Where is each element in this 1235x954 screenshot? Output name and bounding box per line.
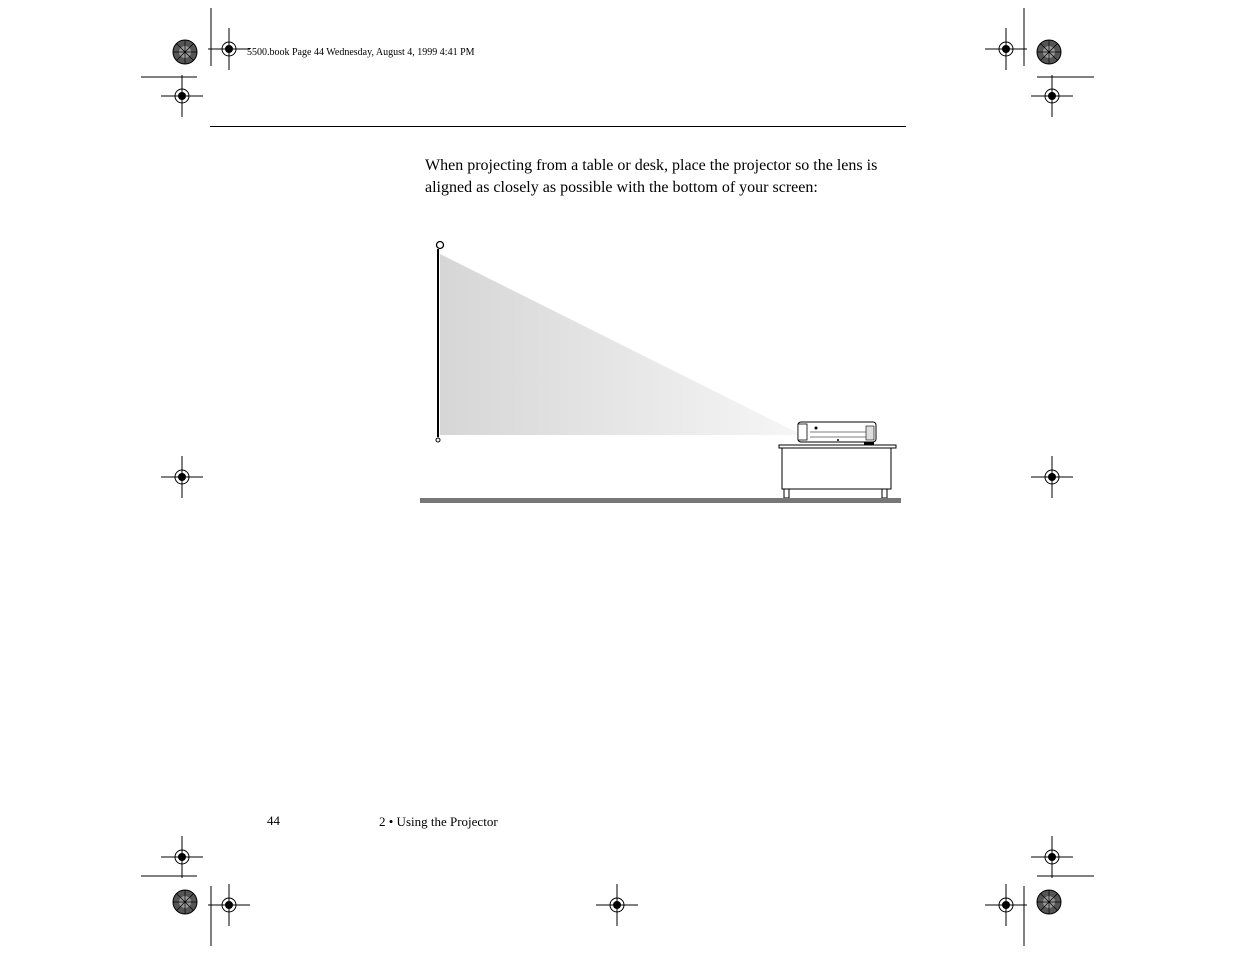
header-rule: [210, 126, 906, 127]
table-icon: [779, 445, 896, 498]
projection-illustration: [418, 236, 908, 508]
page-slug: 5500.book Page 44 Wednesday, August 4, 1999 4:41 PM: [247, 47, 475, 58]
instruction-paragraph: When projecting from a table or desk, place the projector so the lens is aligned as closely as possible with the bottom of your screen:: [425, 157, 878, 196]
light-beam: [440, 254, 802, 435]
chapter-footer: 2 • Using the Projector: [379, 814, 498, 829]
floor-line: [420, 498, 901, 503]
page-number: 44: [267, 813, 280, 828]
projector-icon: [798, 422, 876, 446]
